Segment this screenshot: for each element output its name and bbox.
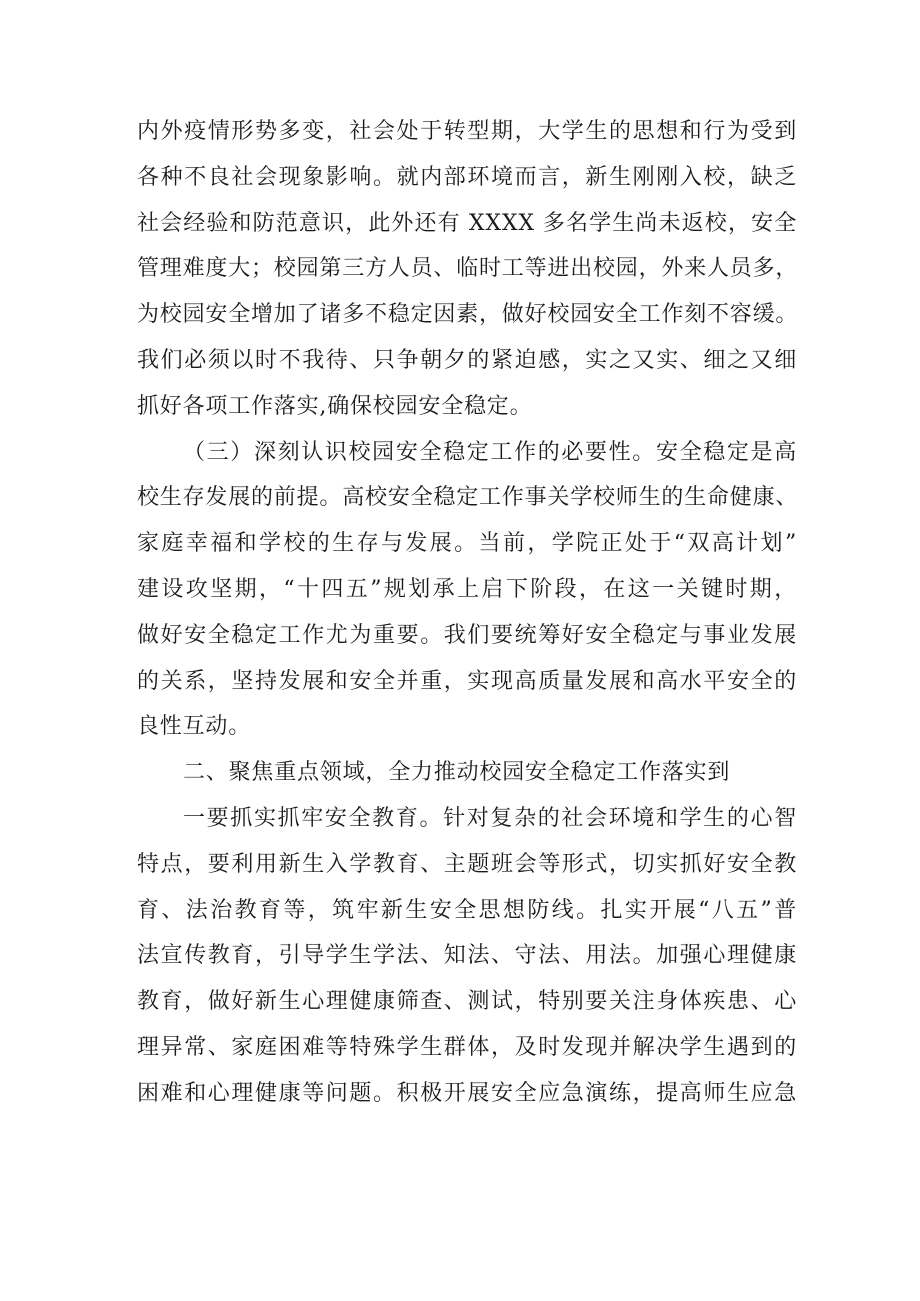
text-line: 社会经验和防范意识，此外还有 XXXX 多名学生尚未返校，安全 [137,210,797,236]
text-line: 我们必须以时不我待、只争朝夕的紧迫感，实之又实、细之又细 [137,347,797,373]
text-line: 各种不良社会现象影响。就内部环境而言，新生刚刚入校，缺乏 [137,164,797,190]
text-line: 校生存发展的前提。高校安全稳定工作事关学校师生的生命健康、 [137,485,799,511]
text-line: 建设攻坚期，“十四五”规划承上启下阶段，在这一关键时期， [137,576,797,602]
section-heading [137,753,797,799]
text-line: 困难和心理健康等问题。积极开展安全应急演练，提高师生应急 [137,1080,797,1106]
text-line: 内外疫情形势多变，社会处于转型期，大学生的思想和行为受到 [137,119,797,144]
text-line: 家庭幸福和学校的生存与发展。当前，学院正处于“双高计划” [137,531,797,557]
text-line: 做好安全稳定工作尤为重要。我们要统筹好安全稳定与事业发展 [137,622,797,648]
text-line: 为校园安全增加了诸多不稳定因素，做好校园安全工作刻不容缓。 [137,302,799,328]
text-line: （三）深刻认识校园安全稳定工作的必要性。安全稳定是高 [183,439,797,465]
text-line: 法宣传教育，引导学生学法、知法、守法、用法。加强心理健康 [137,943,797,969]
text-line: 抓好各项工作落实,确保校园安全稳定。 [137,393,533,419]
text-line: 一要抓实抓牢安全教育。针对复杂的社会环境和学生的心智 [183,805,797,831]
paragraph-4 [137,799,797,1120]
text-line: 良性互动。 [137,714,252,740]
text-line: 理异常、家庭困难等特殊学生群体，及时发现并解决学生遇到的 [137,1034,797,1060]
text-line: 教育，做好新生心理健康筛查、测试，特别要关注身体疾患、心 [137,989,797,1015]
paragraph-1 [137,112,797,433]
text-line: 育、法治教育等，筑牢新生安全思想防线。扎实开展“八五”普 [137,897,797,923]
heading-text: 二、聚焦重点领域，全力推动校园安全稳定工作落实到 [183,760,731,786]
text-line: 特点，要利用新生入学教育、主题班会等形式，切实抓好安全教 [137,851,797,877]
paragraph-2 [137,433,797,754]
document-page [137,112,797,1120]
text-line: 的关系，坚持发展和安全并重，实现高质量发展和高水平安全的 [137,668,797,694]
text-line: 管理难度大；校园第三方人员、临时工等进出校园，外来人员多， [137,256,799,282]
